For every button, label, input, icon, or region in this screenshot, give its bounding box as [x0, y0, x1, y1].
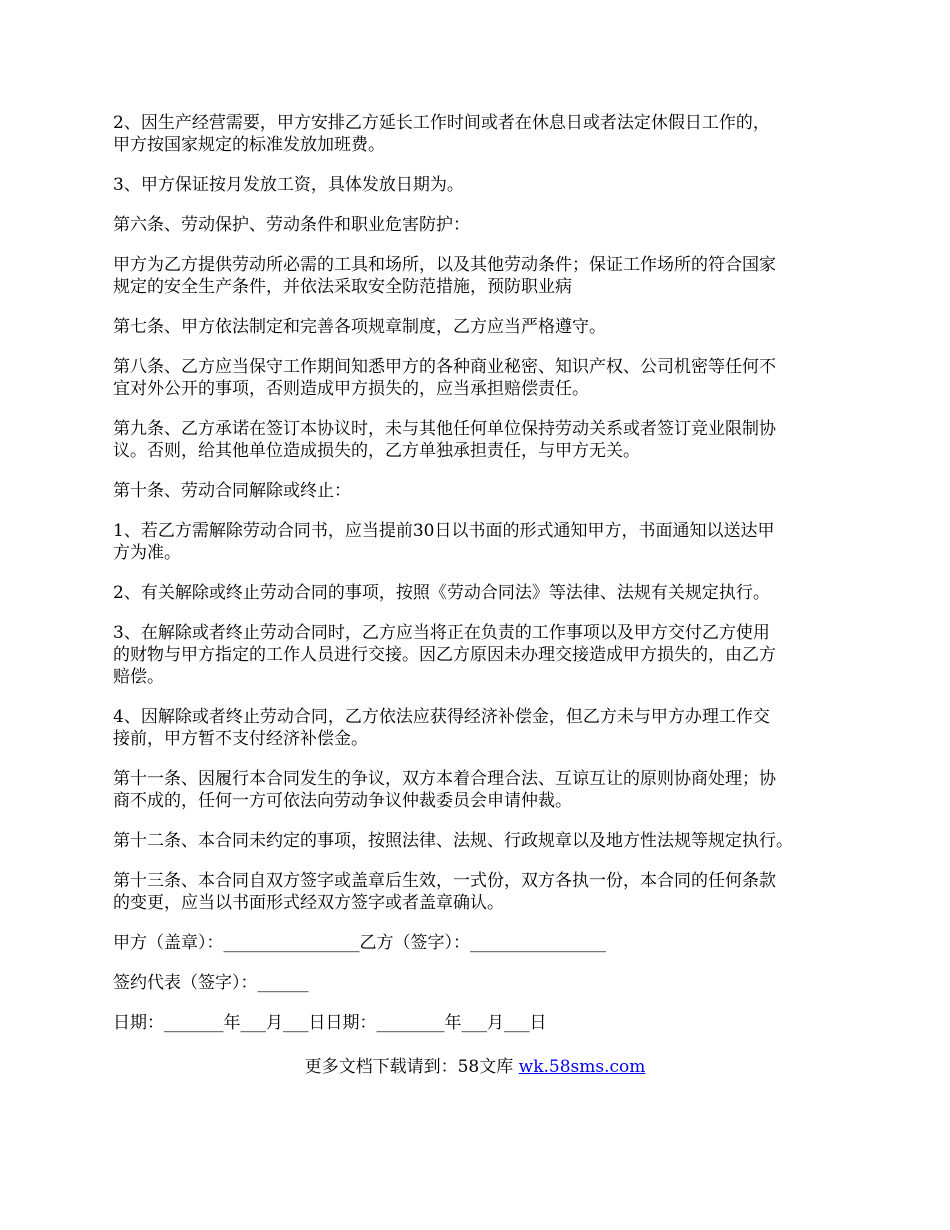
paragraph-line: 接前，甲方暂不支付经济补偿金。 [113, 729, 368, 749]
signature-dates: 日期：_______年___月___日日期：________年___月___日 [113, 1013, 547, 1033]
paragraph-line: 第八条、乙方应当保守工作期间知悉甲方的各种商业秘密、知识产权、公司机密等任何不 [113, 357, 776, 377]
paragraph [113, 480, 853, 502]
paragraph [113, 768, 853, 812]
paragraph-line: 2、有关解除或终止劳动合同的事项，按照《劳动合同法》等法律、法规有关规定执行。 [113, 583, 770, 603]
paragraph-line: 第十一条、因履行本合同发生的争议，双方本着合理合法、互谅互让的原则协商处理；协 [113, 769, 776, 789]
paragraph-line: 赔偿。 [113, 667, 164, 687]
paragraph [113, 418, 853, 462]
paragraph-line: 甲方为乙方提供劳动所必需的工具和场所，以及其他劳动条件；保证工作场所的符合国家 [113, 255, 776, 275]
paragraph-line: 方为准。 [113, 543, 181, 563]
paragraph [113, 520, 853, 564]
paragraph [113, 174, 853, 196]
paragraph-line: 的变更，应当以书面形式经双方签字或者盖章确认。 [113, 893, 504, 913]
paragraph-line: 4、因解除或者终止劳动合同，乙方依法应获得经济补偿金，但乙方未与甲方办理工作交 [113, 707, 770, 727]
paragraph [113, 870, 853, 914]
paragraph-line: 甲方按国家规定的标准发放加班费。 [113, 135, 385, 155]
paragraph-line: 第七条、甲方依法制定和完善各项规章制度，乙方应当严格遵守。 [113, 317, 606, 337]
paragraph-line: 第六条、劳动保护、劳动条件和职业危害防护： [113, 215, 470, 235]
paragraph-line: 1、若乙方需解除劳动合同书，应当提前30日以书面的形式通知甲方，书面通知以送达甲 [113, 521, 775, 541]
paragraph [113, 112, 853, 156]
paragraph [113, 254, 853, 298]
footer [0, 1056, 950, 1078]
paragraph [113, 356, 853, 400]
paragraph-line: 第十二条、本合同未约定的事项，按照法律、法规、行政规章以及地方性法规等规定执行。 [113, 831, 793, 851]
paragraph-line: 第十条、劳动合同解除或终止： [113, 481, 351, 501]
paragraph [113, 622, 853, 688]
paragraph [113, 214, 853, 236]
signature-representative: 签约代表（签字）：______ [113, 973, 309, 993]
paragraph-line: 第十三条、本合同自双方签字或盖章后生效，一式份，双方各执一份，本合同的任何条款 [113, 871, 776, 891]
signature-parties: 甲方（盖章）：________________乙方（签字）：________________ [113, 933, 606, 953]
paragraph-line: 3、甲方保证按月发放工资，具体发放日期为。 [113, 175, 464, 195]
paragraph-line: 3、在解除或者终止劳动合同时，乙方应当将正在负责的工作事项以及甲方交付乙方使用 [113, 623, 770, 643]
paragraph [113, 316, 853, 338]
document-body [113, 112, 853, 1052]
paragraph-line: 第九条、乙方承诺在签订本协议时，未与其他任何单位保持劳动关系或者签订竞业限制协 [113, 419, 776, 439]
paragraph [113, 830, 853, 852]
paragraph-line: 宜对外公开的事项，否则造成甲方损失的，应当承担赔偿责任。 [113, 379, 589, 399]
paragraph-line: 议。否则，给其他单位造成损失的，乙方单独承担责任，与甲方无关。 [113, 441, 640, 461]
paragraph-line: 商不成的，任何一方可依法向劳动争议仲裁委员会申请仲裁。 [113, 791, 572, 811]
paragraph [113, 706, 853, 750]
paragraph-line: 规定的安全生产条件，并依法采取安全防范措施，预防职业病 [113, 277, 572, 297]
paragraph [113, 582, 853, 604]
paragraph-line: 2、因生产经营需要，甲方安排乙方延长工作时间或者在休息日或者法定休假日工作的， [113, 113, 770, 133]
footer-text: 更多文档下载请到：58文库 [304, 1057, 519, 1077]
footer-link[interactable]: wk.58sms.com [518, 1057, 646, 1077]
paragraph-line: 的财物与甲方指定的工作人员进行交接。因乙方原因未办理交接造成甲方损失的，由乙方 [113, 645, 776, 665]
